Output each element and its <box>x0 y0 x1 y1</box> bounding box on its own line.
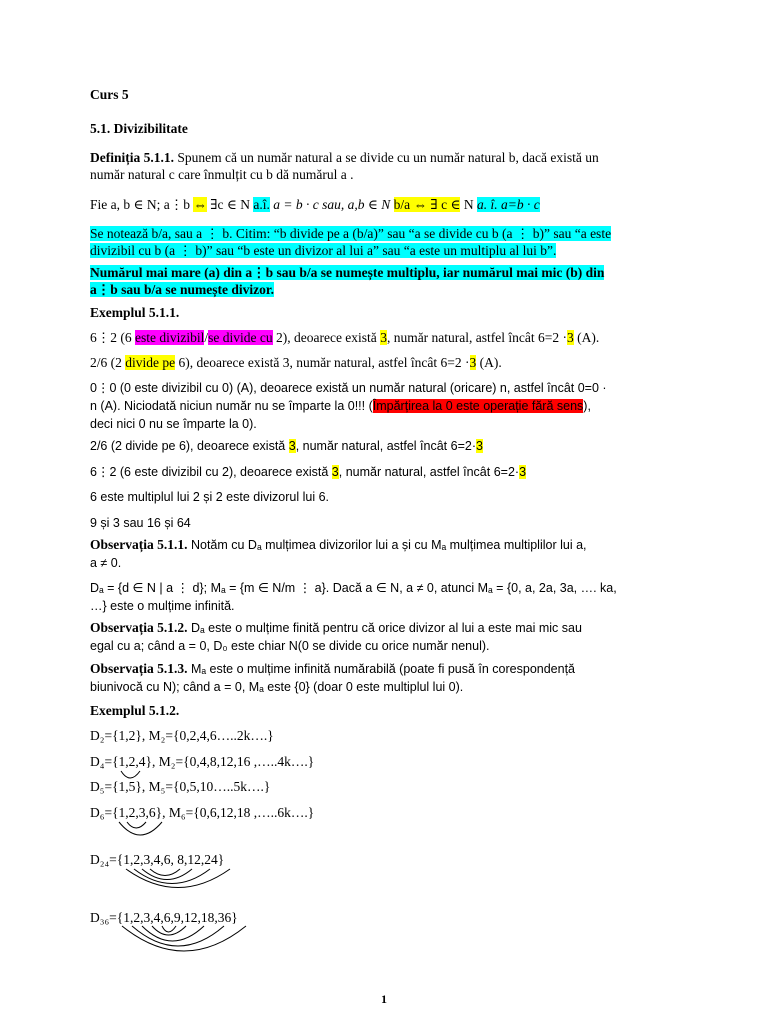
fie-text: Fie a, b ∈ N; a⋮b <box>90 197 194 212</box>
definition-text: Spunem că un număr natural a se divide cu un număr natural b, dacă există un <box>174 150 599 165</box>
divides-formula: b/a ⇔ ∃ c ∈ <box>393 197 461 212</box>
natural-set: N <box>460 197 477 212</box>
arc-d36-5 <box>122 926 246 951</box>
arc-d24-2 <box>142 869 192 880</box>
ai-text: a.î. <box>253 197 270 212</box>
page-number: 1 <box>381 992 387 1006</box>
example-b-line: 2/6 (2 divide pe 6), deoarece există 3, număr natural, astfel încât 6=2 ·3 (A). <box>90 355 502 370</box>
definition-label: Definiția 5.1.1. <box>90 150 174 165</box>
section-title: 5.1. Divizibilitate <box>90 121 188 136</box>
observation-1-line-3: Dₐ = {d ∈ N | a ⋮ d}; Mₐ = {m ∈ N/m ⋮ a}. Dacă a ∈ N, a ≠ 0, atunci Mₐ = {0, a, 2a, 3a, …. ka, <box>90 581 617 595</box>
exists-text: ∃c ∈ N <box>206 197 254 212</box>
observation-1-line-4: …} este o mulțime infinită. <box>90 599 235 613</box>
arc-d36-2 <box>152 926 186 935</box>
example-c-line-1: 0⋮0 (0 este divizibil cu 0) (A), deoarece există un număr natural (oricare) n, astfel încât 0=0 · <box>90 381 607 395</box>
example-c-line-3: deci nici 0 nu se împarte la 0). <box>90 417 257 431</box>
example-f-line: 6 este multiplul lui 2 și 2 este divizorul lui 6. <box>90 490 330 504</box>
observation-3-line-1: Observația 5.1.3. Mₐ este o mulțime infinită numărabilă (poate fi pusă în corespondență <box>90 661 575 676</box>
example-a-line: 6⋮2 (6 este divizibil/se divide cu 2), deoarece există 3, număr natural, astfel încât 6=2 ·3 (A). <box>90 330 600 345</box>
arc-d6-inner <box>127 822 146 828</box>
example-g-line: 9 și 3 sau 16 și 64 <box>90 516 191 530</box>
observation-2-line-1: Observația 5.1.2. Dₐ este o mulțime finită pentru că orice divizor al lui a este mai mic sau <box>90 620 582 635</box>
example-d-line: 2/6 (2 divide pe 6), deoarece există 3, număr natural, astfel încât 6=2·3 <box>90 439 483 453</box>
example-2-label: Exemplul 5.1.2. <box>90 703 180 718</box>
notation-line-2: divizibil cu b (a ⋮ b)” sau “b este un divizor al lui a” sau “a este un multiplu al lui b”. <box>90 243 557 258</box>
rule-line-2: a⋮b sau b/a se numește divizor. <box>90 282 275 297</box>
observation-2-line-2: egal cu a; când a = 0, D₀ este chiar N(0 se divide cu orice număr nenul). <box>90 639 490 653</box>
arc-d6-outer <box>119 822 162 835</box>
example-1-label: Exemplul 5.1.1. <box>90 305 180 320</box>
rule-line-1: Numărul mai mare (a) din a⋮b sau b/a se numește multiplu, iar numărul mai mic (b) din <box>90 265 605 280</box>
set-line-d2: D₂={1,2}, M₂={0,2,4,6…..2k….} <box>90 728 274 743</box>
set-line-d6: D₆={1,2,3,6}, M₆={0,6,12,18 ,…..6k….} <box>90 805 315 820</box>
formula-text: a = b · c sau, a,b ∈ N <box>269 197 394 212</box>
set-line-d4: D₄={1,2,4}, M₂={0,4,8,12,16 ,…..4k….} <box>90 754 315 769</box>
set-line-d36: D₃₆={1,2,3,4,6,9,12,18,36} <box>90 910 238 925</box>
set-line-d5: D₅={1,5}, M₅={0,5,10…..5k….} <box>90 779 271 794</box>
definition-line-2: număr natural c care înmulțit cu b dă numărul a . <box>90 167 354 182</box>
arc-d36-3 <box>142 926 204 941</box>
observation-1-line-1: Observația 5.1.1. Notăm cu Dₐ mulțimea divizorilor lui a și cu Mₐ mulțimea multiplilor lui a, <box>90 537 587 552</box>
arc-d4 <box>121 771 140 778</box>
definition-line-1 <box>90 149 599 167</box>
equiv-symbol: ⇔ <box>193 197 207 212</box>
example-c-line-2: n (A). Niciodată niciun număr nu se împarte la 0!!! (Împărțirea la 0 este operație fără sens), <box>90 399 591 413</box>
notation-line-1: Se notează b/a, sau a ⋮ b. Citim: “b divide pe a (b/a)” sau “a se divide cu b (a ⋮ b)” sau “a este <box>90 226 612 241</box>
observation-1-line-2: a ≠ 0. <box>90 556 122 570</box>
arc-d36-4 <box>132 926 224 946</box>
arc-d24-4 <box>126 869 230 888</box>
arc-d24-3 <box>134 869 210 884</box>
set-line-d24: D₂₄={1,2,3,4,6, 8,12,24} <box>90 852 225 867</box>
course-title: Curs 5 <box>90 87 129 102</box>
observation-3-line-2: biunivocă cu N); când a = 0, Mₐ este {0} (doar 0 este multiplul lui 0). <box>90 680 464 694</box>
ai-formula: a. î. a=b · c <box>476 197 540 212</box>
fie-line <box>90 196 540 214</box>
arc-d24-1 <box>150 869 180 876</box>
example-e-line: 6⋮2 (6 este divizibil cu 2), deoarece există 3, număr natural, astfel încât 6=2·3 <box>90 465 527 479</box>
